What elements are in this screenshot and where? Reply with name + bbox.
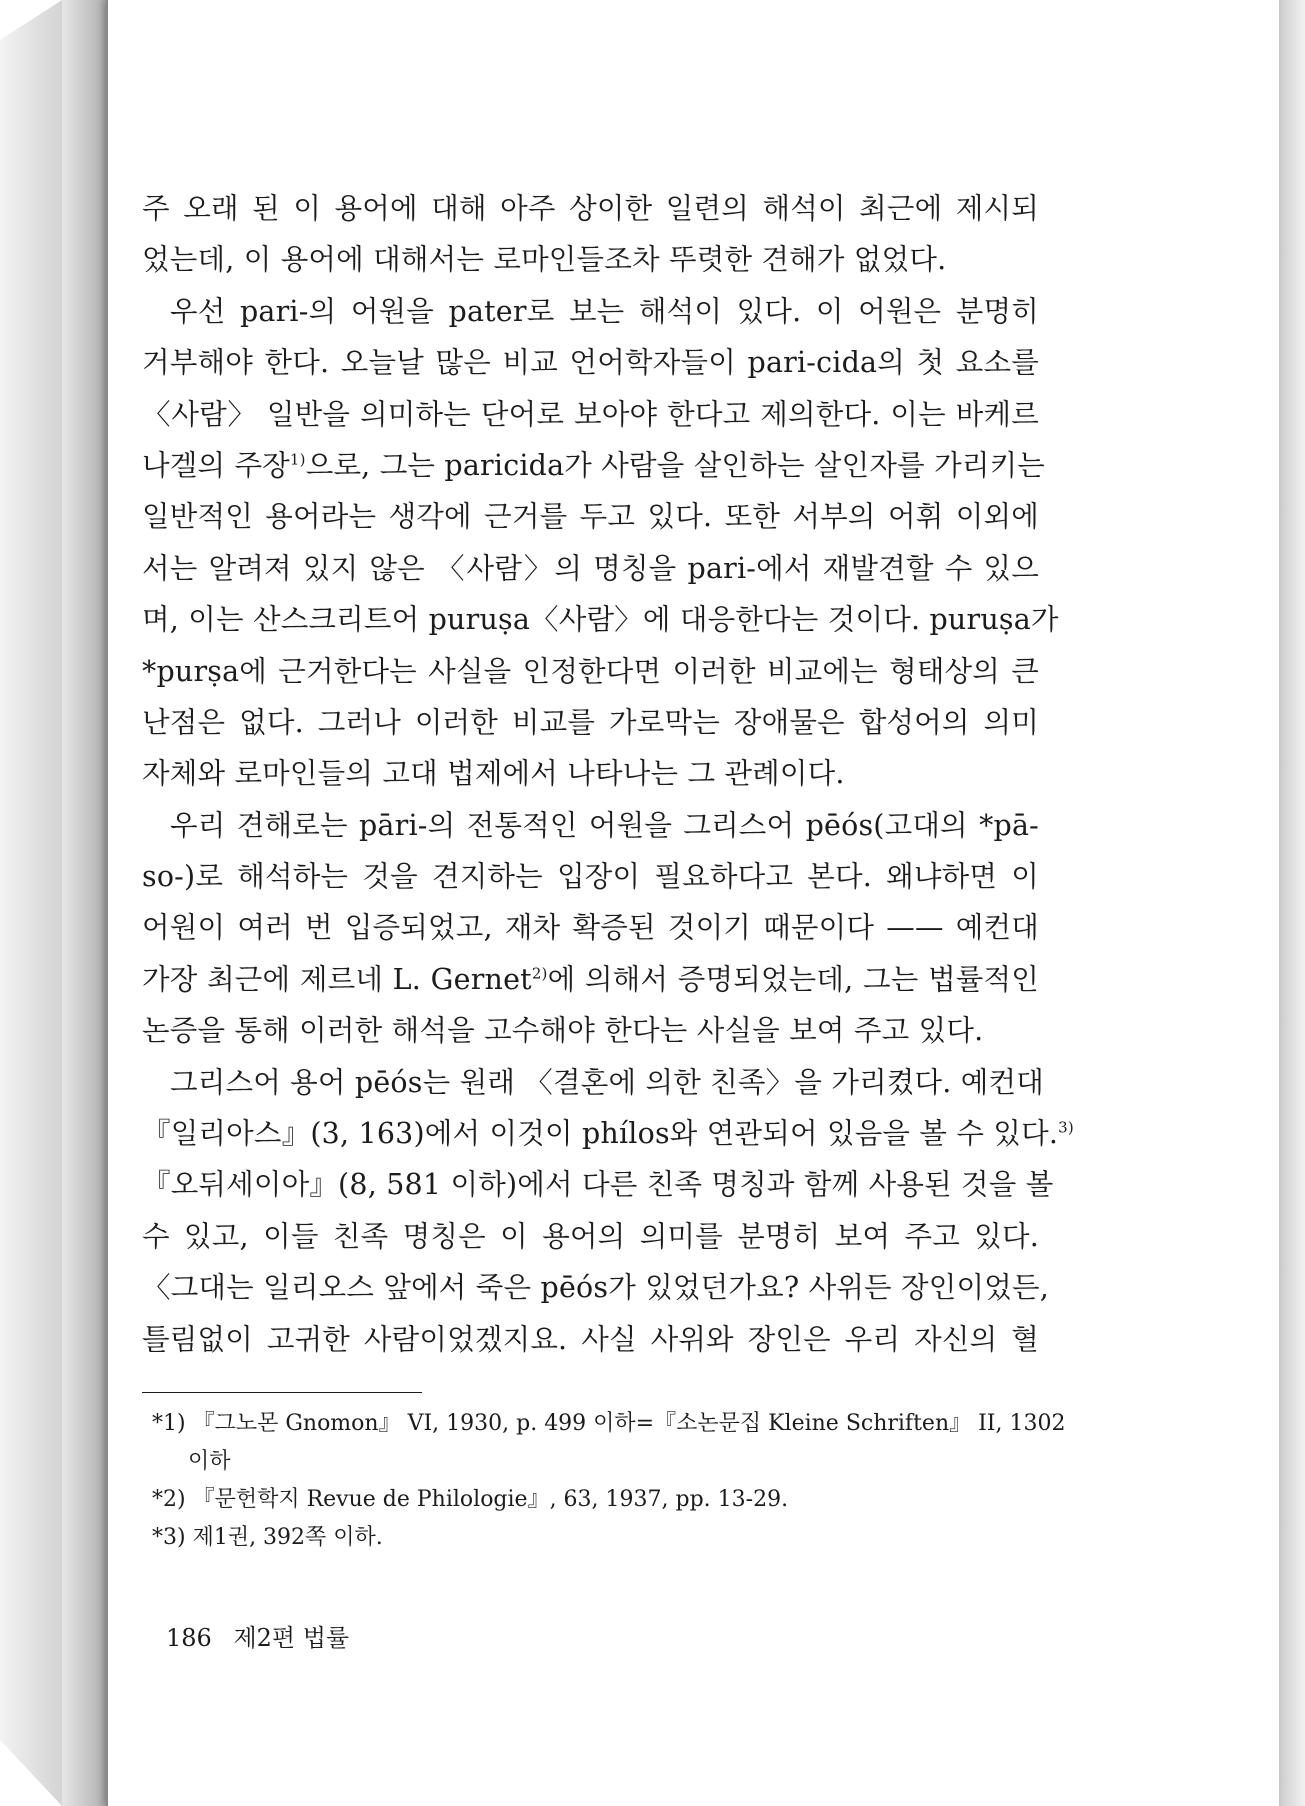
body-line: *purṣa에 근거한다는 사실을 인정한다면 이러한 비교에는 형태상의 큰 — [142, 654, 1039, 688]
body-line: 어원이 여러 번 입증되었고, 재차 확증된 것이기 때문이다 —— 예컨대 — [142, 911, 1039, 945]
body-line: 며, 이는 산스크리트어 puruṣa〈사람〉에 대응한다는 것이다. puruṣa가 — [142, 603, 1059, 637]
body-line-part: 에 의해서 증명되었는데, 그는 법률적인 — [547, 962, 1040, 996]
footnote-divider — [142, 1392, 422, 1393]
body-line: 서는 알려져 있지 않은 〈사람〉의 명칭을 pari-에서 재발견할 수 있으 — [142, 551, 1039, 585]
body-line: 자체와 로마인들의 고대 법제에서 나타나는 그 관례이다. — [142, 757, 845, 791]
body-line-part: 가장 최근에 제르네 L. Gernet — [142, 962, 532, 996]
body-line: 우리 견해로는 pāri-의 전통적인 어원을 그리스어 pēós(고대의 *pā- — [170, 808, 1039, 842]
body-line: 『오뒤세이아』(8, 581 이하)에서 다른 친족 명칭과 함께 사용된 것을 볼 — [142, 1168, 1054, 1202]
body-line: 거부해야 한다. 오늘날 많은 비교 언어학자들이 pari-cida의 첫 요소를 — [142, 346, 1039, 380]
page-footer — [166, 1618, 349, 1653]
page-number: 186 — [166, 1624, 212, 1652]
body-line: 일반적인 용어라는 생각에 근거를 두고 있다. 또한 서부의 어휘 이외에 — [142, 500, 1039, 534]
body-line: 〈사람〉 일반을 의미하는 단어로 보아야 한다고 제의한다. 이는 바케르 — [142, 397, 1039, 431]
footnote-marker: 3) — [1058, 1118, 1074, 1137]
section-title: 제2편 법률 — [233, 1624, 350, 1652]
body-line: 었는데, 이 용어에 대해서는 로마인들조차 뚜렷한 견해가 없었다. — [142, 243, 947, 277]
body-line-part: 『일리아스』(3, 163)에서 이것이 phílos와 연관되어 있음을 볼 수 있다. — [142, 1117, 1059, 1151]
footnote-1-continuation: 이하 — [188, 1449, 231, 1474]
footnotes — [152, 1405, 1066, 1557]
footnote-3: *3) 제1권, 392쪽 이하. — [152, 1525, 383, 1550]
body-line: 수 있고, 이들 친족 명칭은 이 용어의 의미를 분명히 보여 주고 있다. — [142, 1219, 1039, 1253]
book-page-stack-right — [1277, 0, 1305, 1806]
body-line: 틀림없이 고귀한 사람이었겠지요. 사실 사위와 장인은 우리 자신의 혈 — [142, 1322, 1039, 1356]
body-line: 논증을 통해 이러한 해석을 고수해야 한다는 사실을 보여 주고 있다. — [142, 1014, 984, 1048]
body-line-part: 으로, 그는 paricida가 사람을 살인하는 살인자를 가리키는 — [305, 448, 1046, 482]
body-line — [142, 440, 1046, 491]
body-line: 〈그대는 일리오스 앞에서 죽은 pēós가 있었던가요? 사위든 장인이었든, — [142, 1271, 1049, 1305]
footnote-marker: 1) — [289, 450, 306, 469]
book-spine-shade — [62, 0, 112, 1806]
body-line — [142, 1108, 1074, 1159]
body-line: 난점은 없다. 그러나 이러한 비교를 가로막는 장애물은 합성어의 의미 — [142, 705, 1039, 739]
body-text — [142, 183, 1074, 1365]
body-line: so-)로 해석하는 것을 견지하는 입장이 필요하다고 본다. 왜냐하면 이 — [142, 860, 1039, 894]
footnote-marker: 2) — [531, 964, 548, 983]
footnote-2: *2) 『문헌학지 Revue de Philologie』, 63, 1937, pp. 13-29. — [152, 1487, 789, 1512]
footnote-1: *1) 『그노몬 Gnomon』 VI, 1930, p. 499 이하=『소논문집 Kleine Schriften』 II, 1302 — [152, 1411, 1066, 1436]
body-line: 주 오래 된 이 용어에 대해 아주 상이한 일련의 해석이 최근에 제시되 — [142, 192, 1039, 225]
body-line: 우선 pari-의 어원을 pater로 보는 해석이 있다. 이 어원은 분명히 — [170, 294, 1039, 328]
body-line: 그리스어 용어 pēós는 원래 〈결혼에 의한 친족〉을 가리켰다. 예컨대 — [170, 1065, 1044, 1099]
body-line-part: 나겔의 주장 — [142, 448, 290, 482]
body-line — [142, 954, 1039, 1005]
